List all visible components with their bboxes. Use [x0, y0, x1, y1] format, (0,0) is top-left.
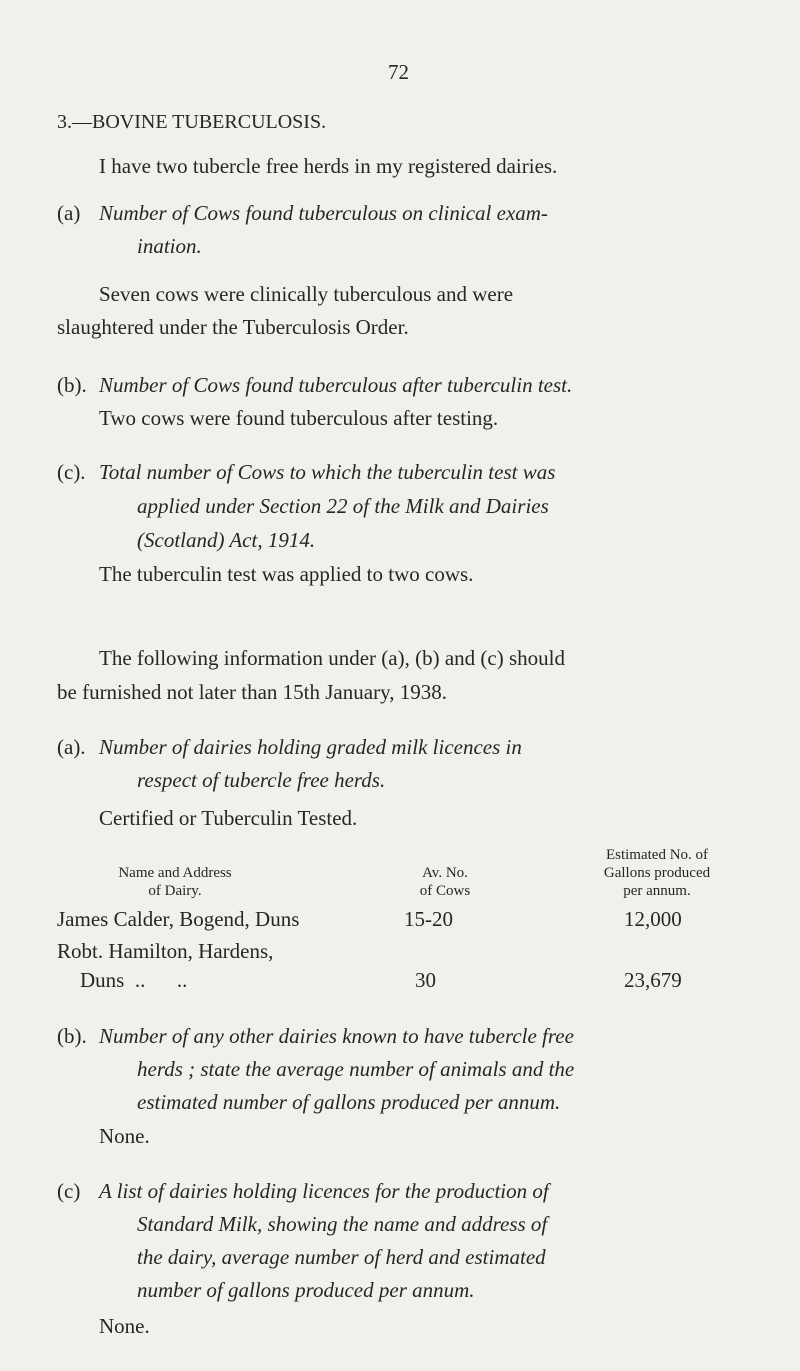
part-c-heading-line3: (Scotland) Act, 1914. [137, 528, 316, 552]
part2-c-heading-line4: number of gallons produced per annum. [137, 1278, 475, 1302]
part-c-heading-line2: applied under Section 22 of the Milk and Dairies [137, 494, 549, 518]
col-header-name: Name and Address of Dairy. [118, 865, 232, 899]
dairy-name-line1: Robt. Hamilton, Hardens, [57, 939, 274, 963]
following-line1: The following information under (a), (b) and (c) should [99, 646, 565, 670]
part-a-heading-line1: Number of Cows found tuberculous on clinical exam- [99, 201, 548, 225]
dairy-gallons: 23,679 [624, 968, 682, 992]
section-heading: 3.—BOVINE TUBERCULOSIS. [57, 111, 327, 133]
part2-b-body: None. [99, 1124, 150, 1148]
page-number: 72 [388, 60, 409, 84]
dairy-name-line2: Duns .. .. [80, 968, 188, 992]
intro-text: I have two tubercle free herds in my registered dairies. [99, 154, 558, 178]
part-b-body: Two cows were found tuberculous after testing. [99, 406, 499, 430]
dairy-cows: 15-20 [404, 907, 453, 931]
part2-c-label: (c) [57, 1179, 81, 1203]
part-a-body-line1: Seven cows were clinically tuberculous and were [99, 282, 514, 306]
part-a-body-line2: slaughtered under the Tuberculosis Order. [57, 315, 409, 339]
part-c-label: (c). [57, 460, 86, 484]
dairy-gallons: 12,000 [624, 907, 682, 931]
part2-b-heading-line2: herds ; state the average number of animals and the [137, 1057, 575, 1081]
part-a-label: (a) [57, 201, 81, 225]
part2-b-heading-line1: Number of any other dairies known to have tubercle free [99, 1024, 574, 1048]
part2-a-label: (a). [57, 735, 86, 759]
part2-a-subheading: Certified or Tuberculin Tested. [99, 806, 358, 830]
part2-c-heading-line2: Standard Milk, showing the name and address of [137, 1212, 548, 1236]
part-b-heading: Number of Cows found tuberculous after tuberculin test. [99, 373, 573, 397]
part2-b-heading-line3: estimated number of gallons produced per annum. [137, 1090, 561, 1114]
part-c-body: The tuberculin test was applied to two cows. [99, 562, 474, 586]
following-line2: be furnished not later than 15th January, 1938. [57, 680, 447, 704]
part2-b-label: (b). [57, 1024, 87, 1048]
col-header-cows: Av. No. of Cows [419, 865, 471, 899]
part2-c-heading-line3: the dairy, average number of herd and estimated [137, 1245, 546, 1269]
part-b-label: (b). [57, 373, 87, 397]
part2-c-heading-line1: A list of dairies holding licences for the production of [99, 1179, 549, 1203]
part-c-heading-line1: Total number of Cows to which the tuberculin test was [99, 460, 556, 484]
part-a-heading-line2: ination. [137, 234, 202, 258]
part2-c-body: None. [99, 1314, 150, 1338]
dairy-name: James Calder, Bogend, Duns [57, 907, 300, 931]
dairy-cows: 30 [415, 968, 436, 992]
part2-a-heading-line2: respect of tubercle free herds. [137, 768, 386, 792]
col-header-gallons: Estimated No. of Gallons produced per annum. [603, 847, 711, 899]
part2-a-heading-line1: Number of dairies holding graded milk licences in [99, 735, 522, 759]
